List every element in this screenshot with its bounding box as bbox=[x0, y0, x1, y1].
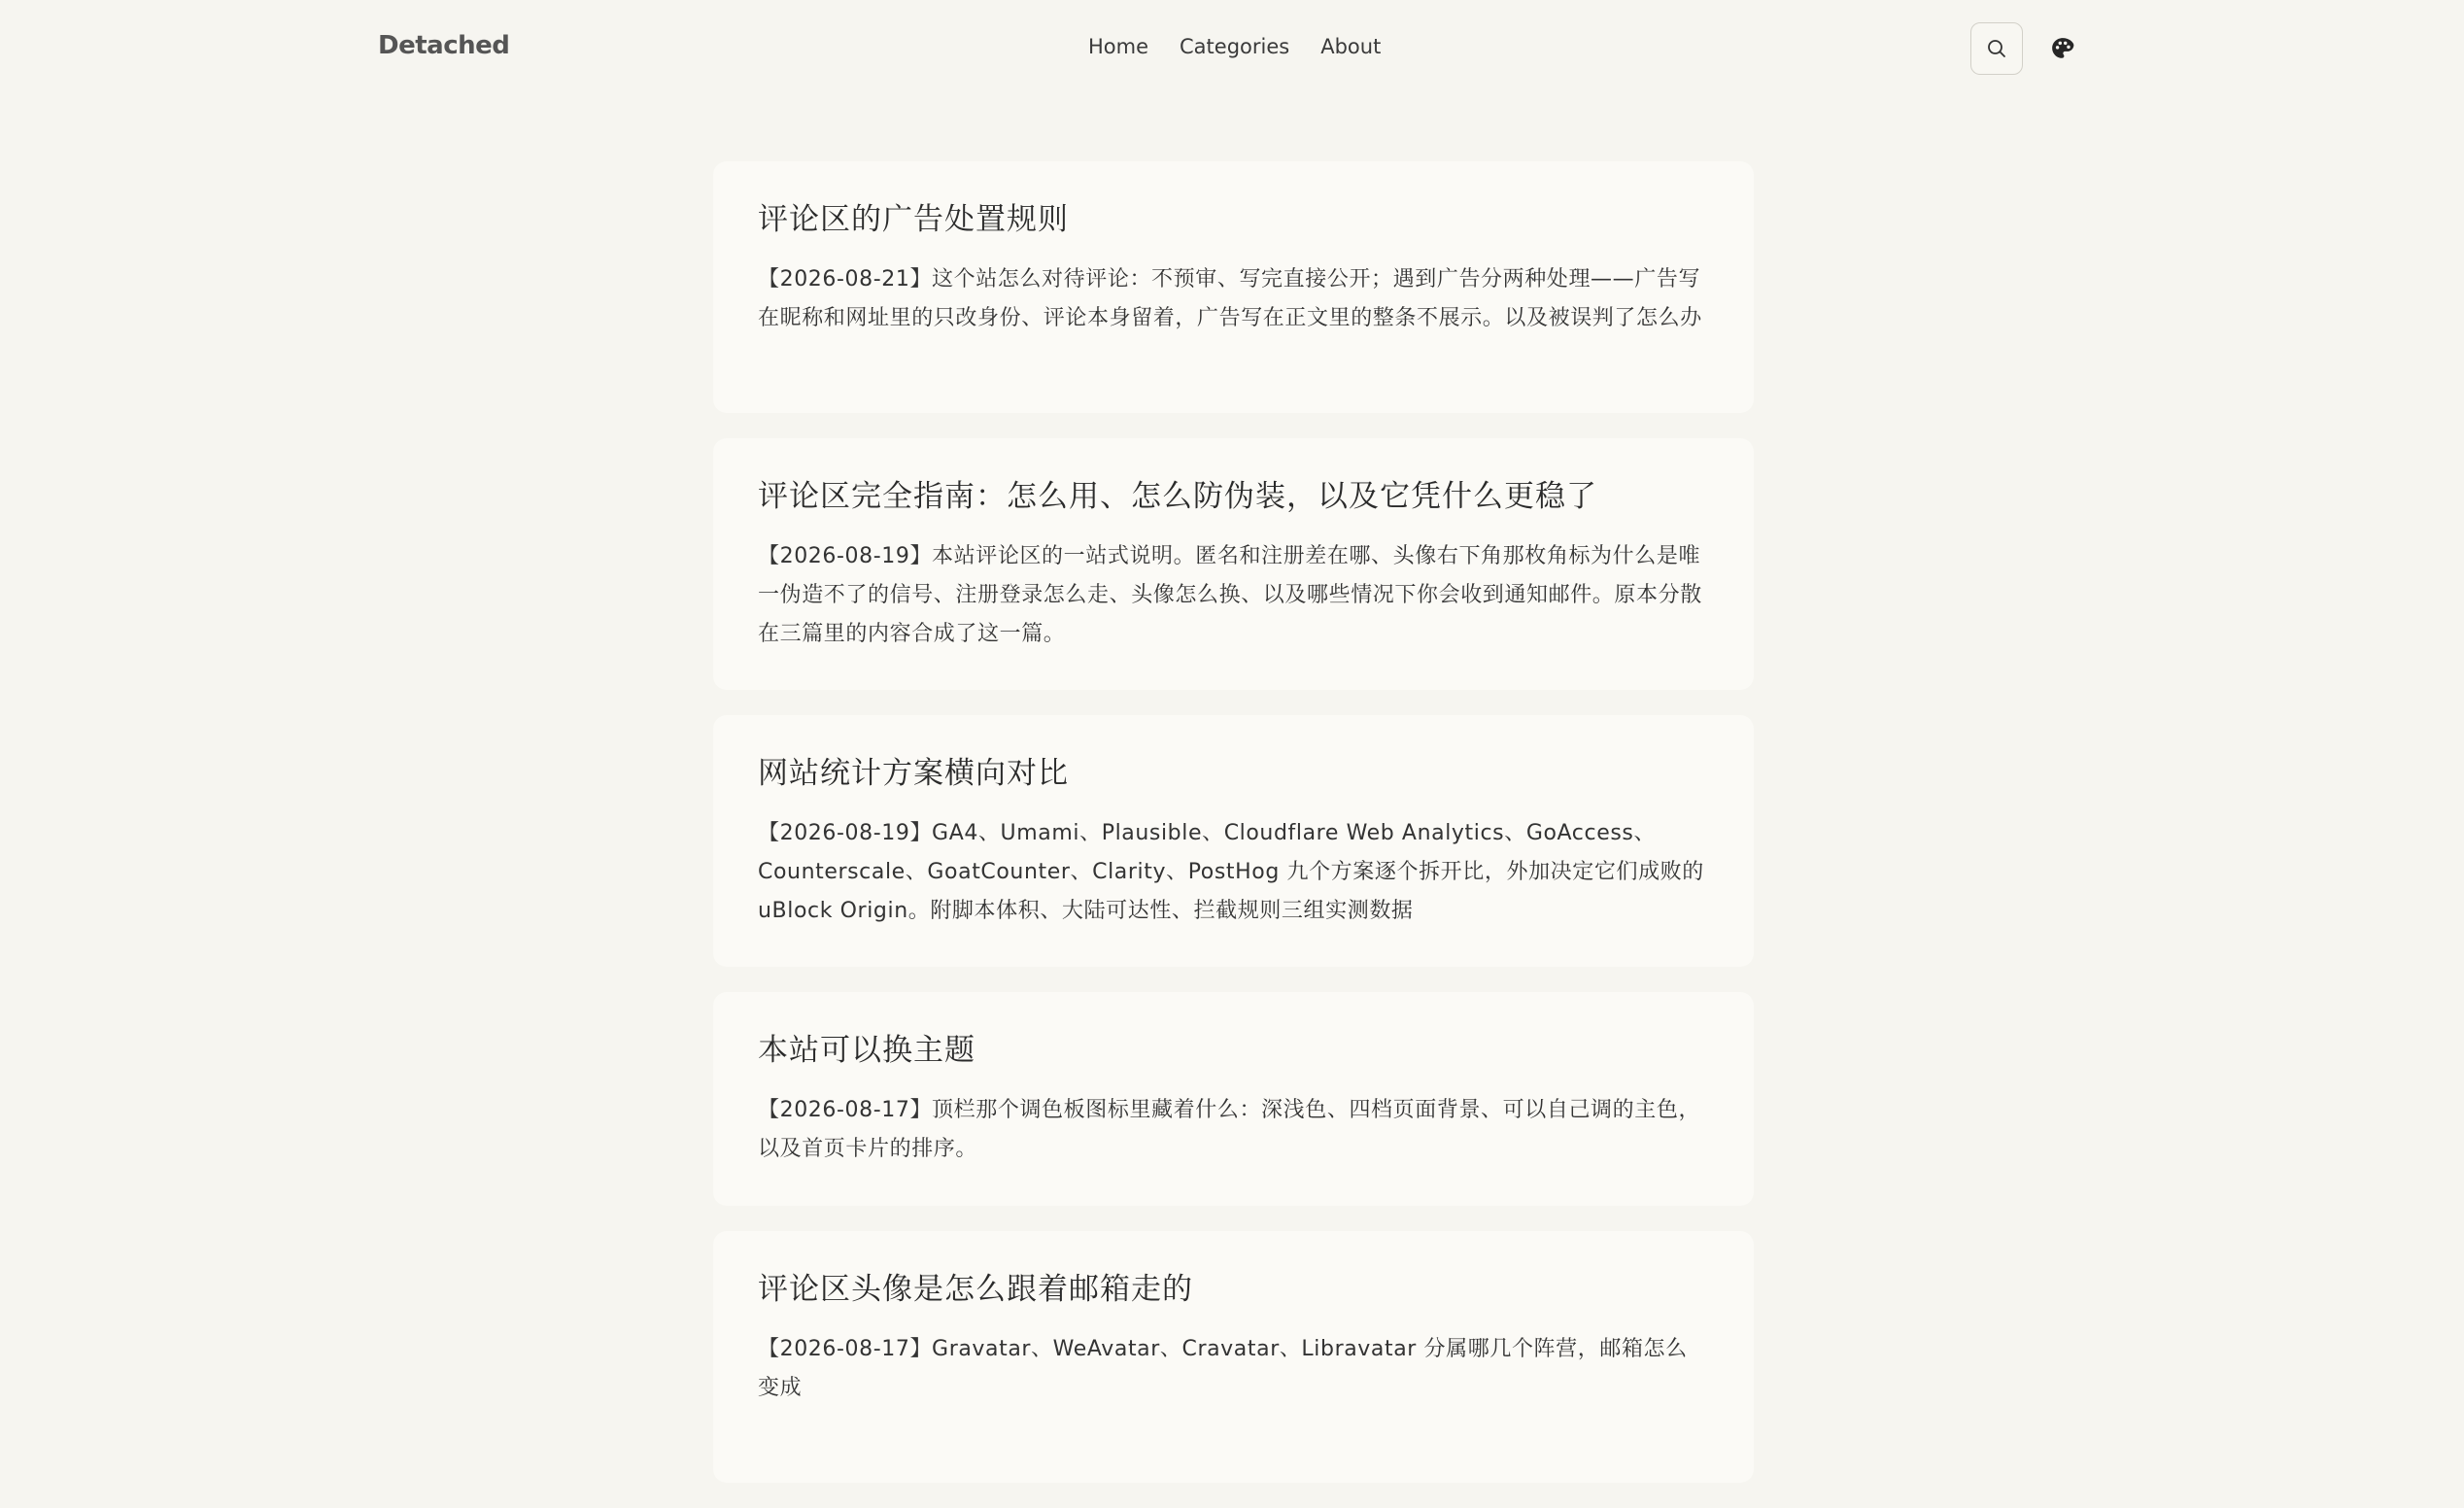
search-icon bbox=[1985, 37, 2008, 60]
nav-about[interactable]: About bbox=[1320, 35, 1382, 58]
post-title[interactable]: 评论区头像是怎么跟着邮箱走的 bbox=[758, 1272, 1193, 1307]
palette-icon bbox=[2050, 36, 2075, 61]
post-summary: 【2026-08-19】本站评论区的一站式说明。匿名和注册差在哪、头像右下角那枚角标为什么是唯一伪造不了的信号、注册登录怎么走、头像怎么换、以及哪些情况下你会收到通知邮件。原本分散在三篇里的内容合成了这一篇。 bbox=[758, 544, 1702, 646]
post-title[interactable]: 网站统计方案横向对比 bbox=[758, 756, 1069, 791]
post-card[interactable] bbox=[713, 161, 1754, 413]
search-button[interactable] bbox=[1970, 22, 2023, 75]
post-summary: 【2026-08-19】GA4、Umami、Plausible、Cloudflare Web Analytics、GoAccess、Counterscale、GoatCounter、Clarity、PostHog 九个方案逐个拆开比，外加决定它们成败的 uBlock Origin。附脚本体积、大陆可达性、拦截规则三组实测数据 bbox=[758, 821, 1704, 923]
post-summary: 【2026-08-17】Gravatar、WeAvatar、Cravatar、Libravatar 分属哪几个阵营，邮箱怎么变成 bbox=[758, 1337, 1688, 1400]
nav-home[interactable]: Home bbox=[1088, 35, 1149, 58]
theme-button[interactable] bbox=[2048, 34, 2077, 63]
post-title[interactable]: 评论区的广告处置规则 bbox=[758, 202, 1069, 237]
main-nav bbox=[1088, 35, 1381, 58]
post-title[interactable]: 评论区完全指南：怎么用、怎么防伪装，以及它凭什么更稳了 bbox=[758, 479, 1597, 514]
post-title[interactable]: 本站可以换主题 bbox=[758, 1033, 975, 1068]
post-list bbox=[713, 161, 1754, 1508]
site-header bbox=[0, 0, 2464, 99]
post-card[interactable] bbox=[713, 438, 1754, 690]
post-card[interactable] bbox=[713, 715, 1754, 967]
nav-categories[interactable]: Categories bbox=[1180, 35, 1290, 58]
post-card[interactable] bbox=[713, 992, 1754, 1206]
site-brand[interactable]: Detached bbox=[378, 31, 510, 60]
post-summary: 【2026-08-17】顶栏那个调色板图标里藏着什么：深浅色、四档页面背景、可以自己调的主色，以及首页卡片的排序。 bbox=[758, 1098, 1701, 1161]
post-summary: 【2026-08-21】这个站怎么对待评论：不预审、写完直接公开；遇到广告分两种处理——广告写在昵称和网址里的只改身份、评论本身留着，广告写在正文里的整条不展示。以及被误判了怎么办 bbox=[758, 267, 1702, 330]
